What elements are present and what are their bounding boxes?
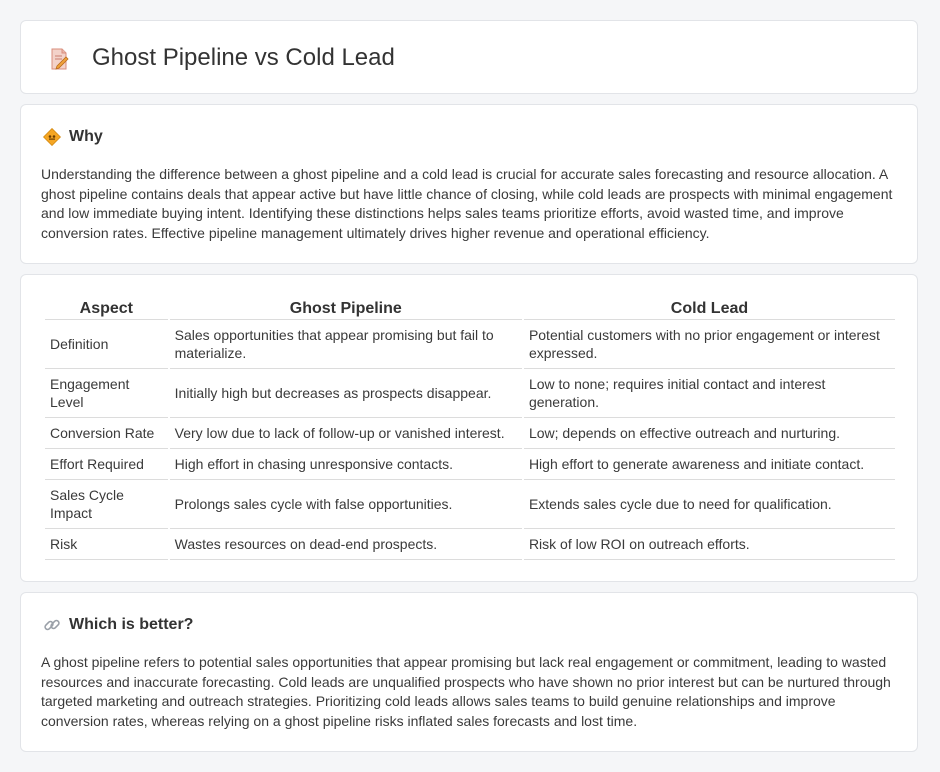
table-header-row [45,297,895,320]
row-aspect: Engagement Level [45,369,168,418]
table-row [45,418,895,449]
row-ghost-pipeline: Very low due to lack of follow-up or vanished interest. [170,418,522,449]
row-cold-lead: Low to none; requires initial contact and interest generation. [524,369,895,418]
row-cold-lead: Low; depends on effective outreach and nurturing. [524,418,895,449]
row-cold-lead: Extends sales cycle due to need for qualification. [524,480,895,529]
why-text: Understanding the difference between a ghost pipeline and a cold lead is crucial for accurate sales forecasting and resource allocation. A ghost pipeline contains deals that appear active but have little chance of closing, while cold leads are prospects with minimal engagement and low immediate buying intent. Identifying these distinctions helps sales teams prioritize efforts, avoid wasted time, and improve conversion rates. Effective pipeline management ultimately drives higher revenue and operational efficiency. [41,166,893,241]
why-heading: Why [69,128,103,145]
why-heading-row [43,127,103,147]
row-ghost-pipeline: Wastes resources on dead-end prospects. [170,529,522,560]
link-icon [43,616,61,634]
which-is-better-section [20,592,918,752]
row-ghost-pipeline: Sales opportunities that appear promising but fail to materialize. [170,320,522,369]
column-header-cold-lead: Cold Lead [524,297,895,320]
table-row [45,480,895,529]
row-ghost-pipeline: Prolongs sales cycle with false opportunities. [170,480,522,529]
column-header-ghost-pipeline: Ghost Pipeline [170,297,522,320]
row-aspect: Definition [45,320,168,369]
why-section [20,104,918,264]
better-text: A ghost pipeline refers to potential sales opportunities that appear promising but lack real engagement or commitment, leading to wasted resources and inaccurate forecasting. Cold leads are unqualified prospects who have shown no prior interest but can be nurtured through targeted marketing and outreach strategies. Prioritizing cold leads allows sales teams to build genuine relationships and improve conversion rates, whereas relying on a ghost pipeline risks inflated sales forecasts and lost time. [41,654,891,729]
row-aspect: Risk [45,529,168,560]
row-aspect: Sales Cycle Impact [45,480,168,529]
comparison-section [20,274,918,582]
table-row [45,529,895,560]
row-aspect: Conversion Rate [45,418,168,449]
diamond-sign-icon [43,128,61,146]
row-cold-lead: Risk of low ROI on outreach efforts. [524,529,895,560]
row-aspect: Effort Required [45,449,168,480]
table-row [45,369,895,418]
column-header-aspect: Aspect [45,297,168,320]
comparison-table [43,297,897,560]
row-ghost-pipeline: Initially high but decreases as prospects disappear. [170,369,522,418]
row-cold-lead: Potential customers with no prior engagement or interest expressed. [524,320,895,369]
document-edit-icon [47,47,71,71]
title-card [20,20,918,94]
better-heading: Which is better? [69,616,194,633]
table-row [45,449,895,480]
row-ghost-pipeline: High effort in chasing unresponsive contacts. [170,449,522,480]
table-row [45,320,895,369]
row-cold-lead: High effort to generate awareness and initiate contact. [524,449,895,480]
page-title: Ghost Pipeline vs Cold Lead [92,44,395,71]
better-heading-row [43,615,193,635]
